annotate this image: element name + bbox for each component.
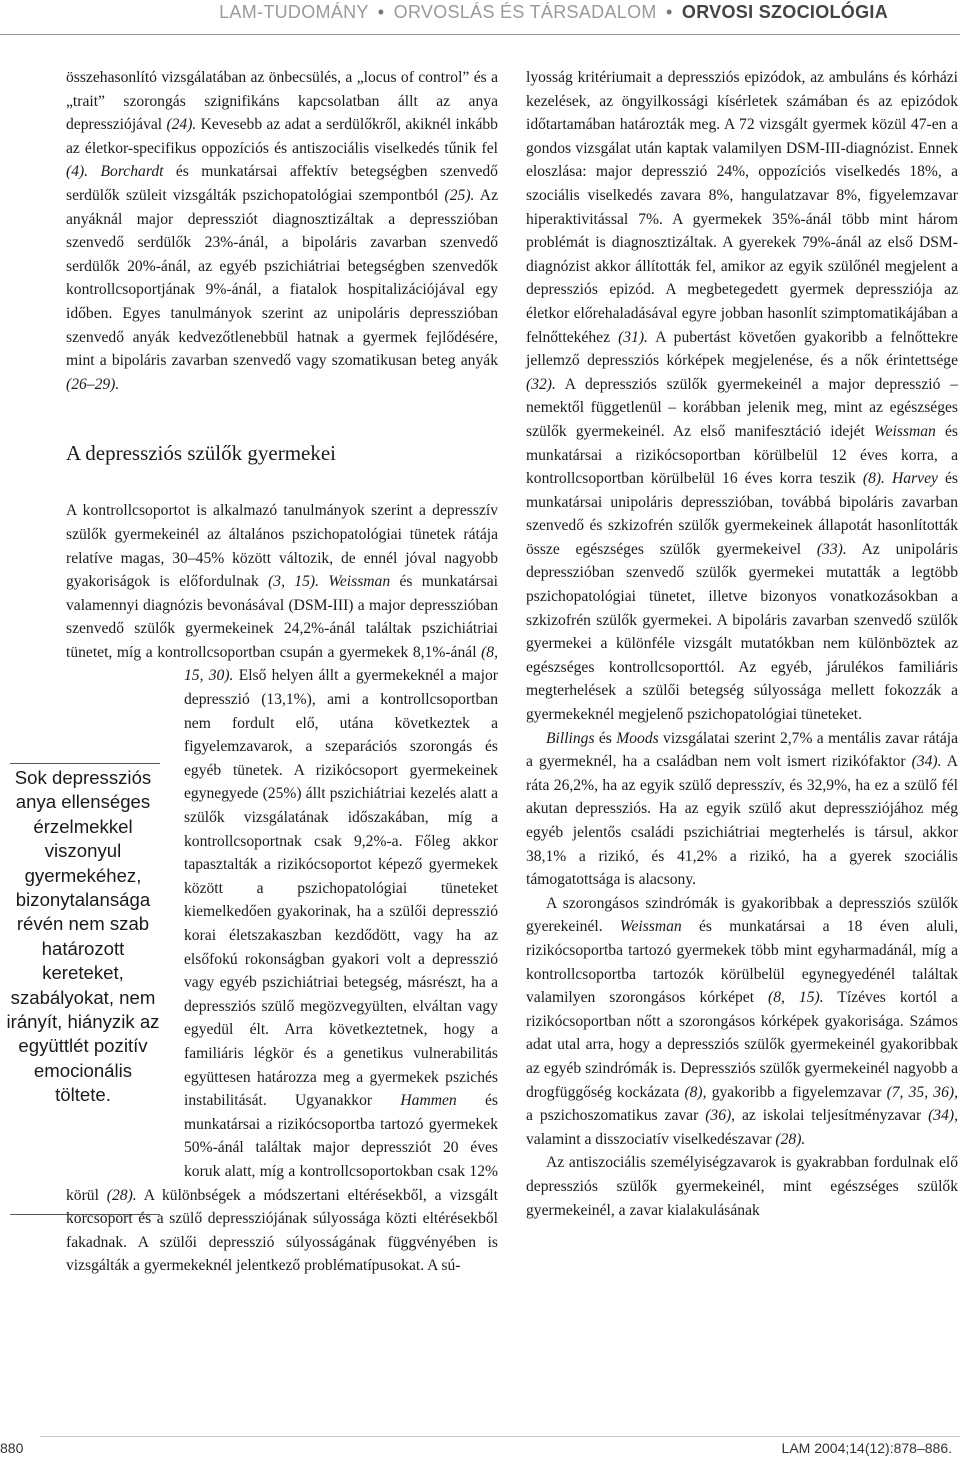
- header-separator: •: [377, 2, 385, 22]
- header-text: [219, 2, 888, 23]
- paragraph: A kontrollcsoportot is alkalmazó tanulmányok szerint a depresszív szülők gyermekeinél az általános pszichopatológiai tünetek rátája relatíve magas, 30–45% között változik, de ennél jóval nagyobb gyakoriságok is előfordulnak (3, 15). Weissman és munkatársai valamennyi diagnózis bevonásával (DSM-III) a major depresszióban szenvedő szülők gyermekeinek 24,2%-ánál találtak pszichiátriai tünetet, míg a kontrollcsoportban csupán a gyermekek 8,1%-ánál (8, 15, 30). Első helyen állt a gyermekeknél a major depresszió (13,1%), ami a kontrollcsoportban nem fordult elő, utána következtek a figyelemzavarok, a szeparációs szorongás és egyéb tünetek. A rizikócsoport gyermekeinek egynegyede (25%) állt pszichiátriai kezelés alatt a szülők vizsgálatának időszakában, míg a kontrollcsoportnak csak 9,2%-a. Főleg akkor tapasztalták a rizikócsoportot képező gyermekek között a pszichopatológiai tüneteket kiemelkedően gyakorinak, ha a szülői depresszió korai életszakaszban kezdődött, vagy ha az elsőfokú rokonságban gyakori volt a depresszió vagy egyéb pszichiátriai betegség, másrészt, ha a depressziós szülő megözvegyülten, elváltan vagy egyedül élt. Arra következtetnek, hogy a familiáris légkör és a genetikus vulnerabilitás együttesen határozza meg a gyermekek pszichés instabilitását. Ugyanakkor Hammen és munkatársai a rizikócsoportba tartozó gyermekek 50%-ánál találtak major depressziót 20 éves koruk alatt, míg a kontrollcsoportokban csak 12% körül (28). A különbségek a módszertani eltérésekből, a vizsgált korcsoport és a szülő depressziójának súlyossága közti eltérésekből fakadnak. A szülői depresszió súlyosságának függvényében is vizsgálták a gyermekeknél jelentkező problématípusokat. A sú-: [66, 499, 498, 1278]
- page-number: 880: [0, 1440, 24, 1456]
- right-column: [526, 66, 958, 1222]
- pullquote: Sok depressziós anya ellenséges érzelmekkel viszonyul gyermekéhez, bizonytalansága révén nem szab határozott kereteket, szabályokat, nem irányít, hiányzik az együttlét pozitív emocionális töltete.: [6, 767, 160, 1106]
- running-header: [0, 0, 960, 35]
- section-heading: A depressziós szülők gyermekei: [66, 441, 337, 466]
- header-subsection: ORVOSI SZOCIOLÓGIA: [681, 2, 888, 22]
- paragraph: összehasonlító vizsgálatában az önbecsülés, a „locus of control” és a „trait” szorongás szignifikáns kapcsolatban állt az anya depressziójával (24). Kevesebb az adat a serdülőkről, akiknél inkább az életkor-specifikus oppozíciós és antiszociális viselkedés tűnik fel (4). Borchardt és munkatársai affektív betegségben szenvedő serdülők szüleit vizsgálták pszichopatológiai szempontból (25). Az anyáknál major depressziót diagnosztizáltak a depresszióban szenvedő serdülők 23%-ánál, a bipoláris zavarban szenvedő serdülők 20%-ánál, az egyéb pszichiátriai betegségben szenvedők kontrollcsoportjának 9%-ánál, a fiatalok hospitalizációjával egy időben. Egyes tanulmányok szerint az unipoláris depresszióban szenvedő anyák kedvezőtlenebbül hatnak a gyermek fejlődésére, mint a bipoláris zavarban szenvedő vagy szomatikusan beteg anyák (26–29).: [66, 69, 498, 393]
- paragraph: A szorongásos szindrómák is gyakoribbak a depressziós szülők gyerekeinél. Weissman és munkatársai a 18 éven aluli, rizikócsoportba tartozó gyermekek több mint egyharmadánál, míg a kontrollcsoportba tartozók körülbelül egynegyedénél találtak valamilyen szorongásos kórképet (8, 15). Tízéves kortól a rizikócsoportban nőtt a szorongásos kórképek gyakorisága. Számos adat utal arra, hogy a depressziós szülők gyermekeinél gyakoribbak az egyéb szindrómák is. Depressziós szülők gyermekeinél nagyobb a drogfüggőség kockázata (8), gyakoribb a figyelemzavar (7, 35, 36), a pszichoszomatikus zavar (36), az iskolai teljesítményzavar (34), valamint a disszociatív viselkedészavar (28).: [526, 894, 959, 1148]
- paragraph: Billings és Moods vizsgálatai szerint 2,7% a mentális zavar rátája a gyermeknél, ha a családban nem volt ismert rizikófaktor (34). A ráta 26,2%, ha az egyik szülő depresszív, és 32,9%, ha ez a szülő fél akutan depressziós. Ha az egyik szülő akut depressziójához még egyéb jelentős családi pszichiátriai megterhelés is társul, akkor 38,1% a rizikó, és 41,2% a rizikó, ha a gyerek szociális támogatottsága is alacsony.: [526, 729, 958, 889]
- paragraph: Az antiszociális személyiségzavarok is gyakrabban fordulnak elő depressziós szülők gyermekeinél, mint egészséges szülők gyermekeinél, a zavar kialakulásának: [526, 1154, 958, 1219]
- header-section: ORVOSLÁS ÉS TÁRSADALOM: [393, 2, 657, 22]
- header-journal: LAM-TUDOMÁNY: [219, 2, 369, 22]
- paragraph: lyosság kritériumait a depressziós epizódok, az ambuláns és kórházi kezelések, az öngyilkossági kísérletek számában és az epizódok időtartamában határozták meg. A 72 vizsgált gyermek közül 47-en a gondos vizsgálat után kaptak valamilyen DSM-III-diagnózist. Ennek eloszlása: major depresszió 24%, oppozíciós viselkedés 18%, a szociális viselkedés zavara 8%, hangulatzavar 8%, figyelemzavar hiperaktivitással 7%. A gyermekek 35%-ánál több mint három problémát is diagnosztizáltak. A gyerekek 79%-ánál az első DSM-diagnózist akkor állították fel, amikor az egyik szülőnél megjelent a depressziós epizód. A megbetegedett gyermek depressziója az életkor előrehaladásával egyre jobban hasonlít szimptomatikájában a felnőttekéhez (31). A pubertást követően gyakoribb a felnőttekre jellemző depressziós kórképek megjelenése, és a nők érintettsége (32). A depressziós szülők gyermekeinél a major depresszió – nemektől függetlenül – korábban jelenik meg, mint az egészséges szülők gyermekeinél. Az első manifesztáció idejét Weissman és munkatársai a rizikócsoportban körülbelül 12 éves korra, a kontrollcsoportban körülbelül 16 éves korra teszik (8). Harvey és munkatársai unipoláris depresszióban, továbbá bipoláris zavarban szenvedő és szkizofrén szülők gyermekeinek állapotát hasonlították össze egészséges szülők gyermekeivel (33). Az unipoláris depresszióban szenvedő szülők gyermekei mutatták a legtöbb pszichopatológiai tünetet, illetve bizonyos vonatkozásokban a szkizofrén szülők gyermekei. A bipoláris zavarban szenvedő szülők gyermekei a különféle vizsgált mutatókban nem különböztek az egészséges kontrollcsoporttól. Az egyéb, járulékos familiáris megterhelések a szülői betegség súlyossága mellett fokozzák a gyermekeknél megjelenő pszichopatológiai tüneteket.: [526, 69, 959, 724]
- footer-rule: [40, 1436, 960, 1437]
- footer-citation: LAM 2004;14(12):878–886.: [781, 1440, 952, 1456]
- header-separator: •: [665, 2, 673, 22]
